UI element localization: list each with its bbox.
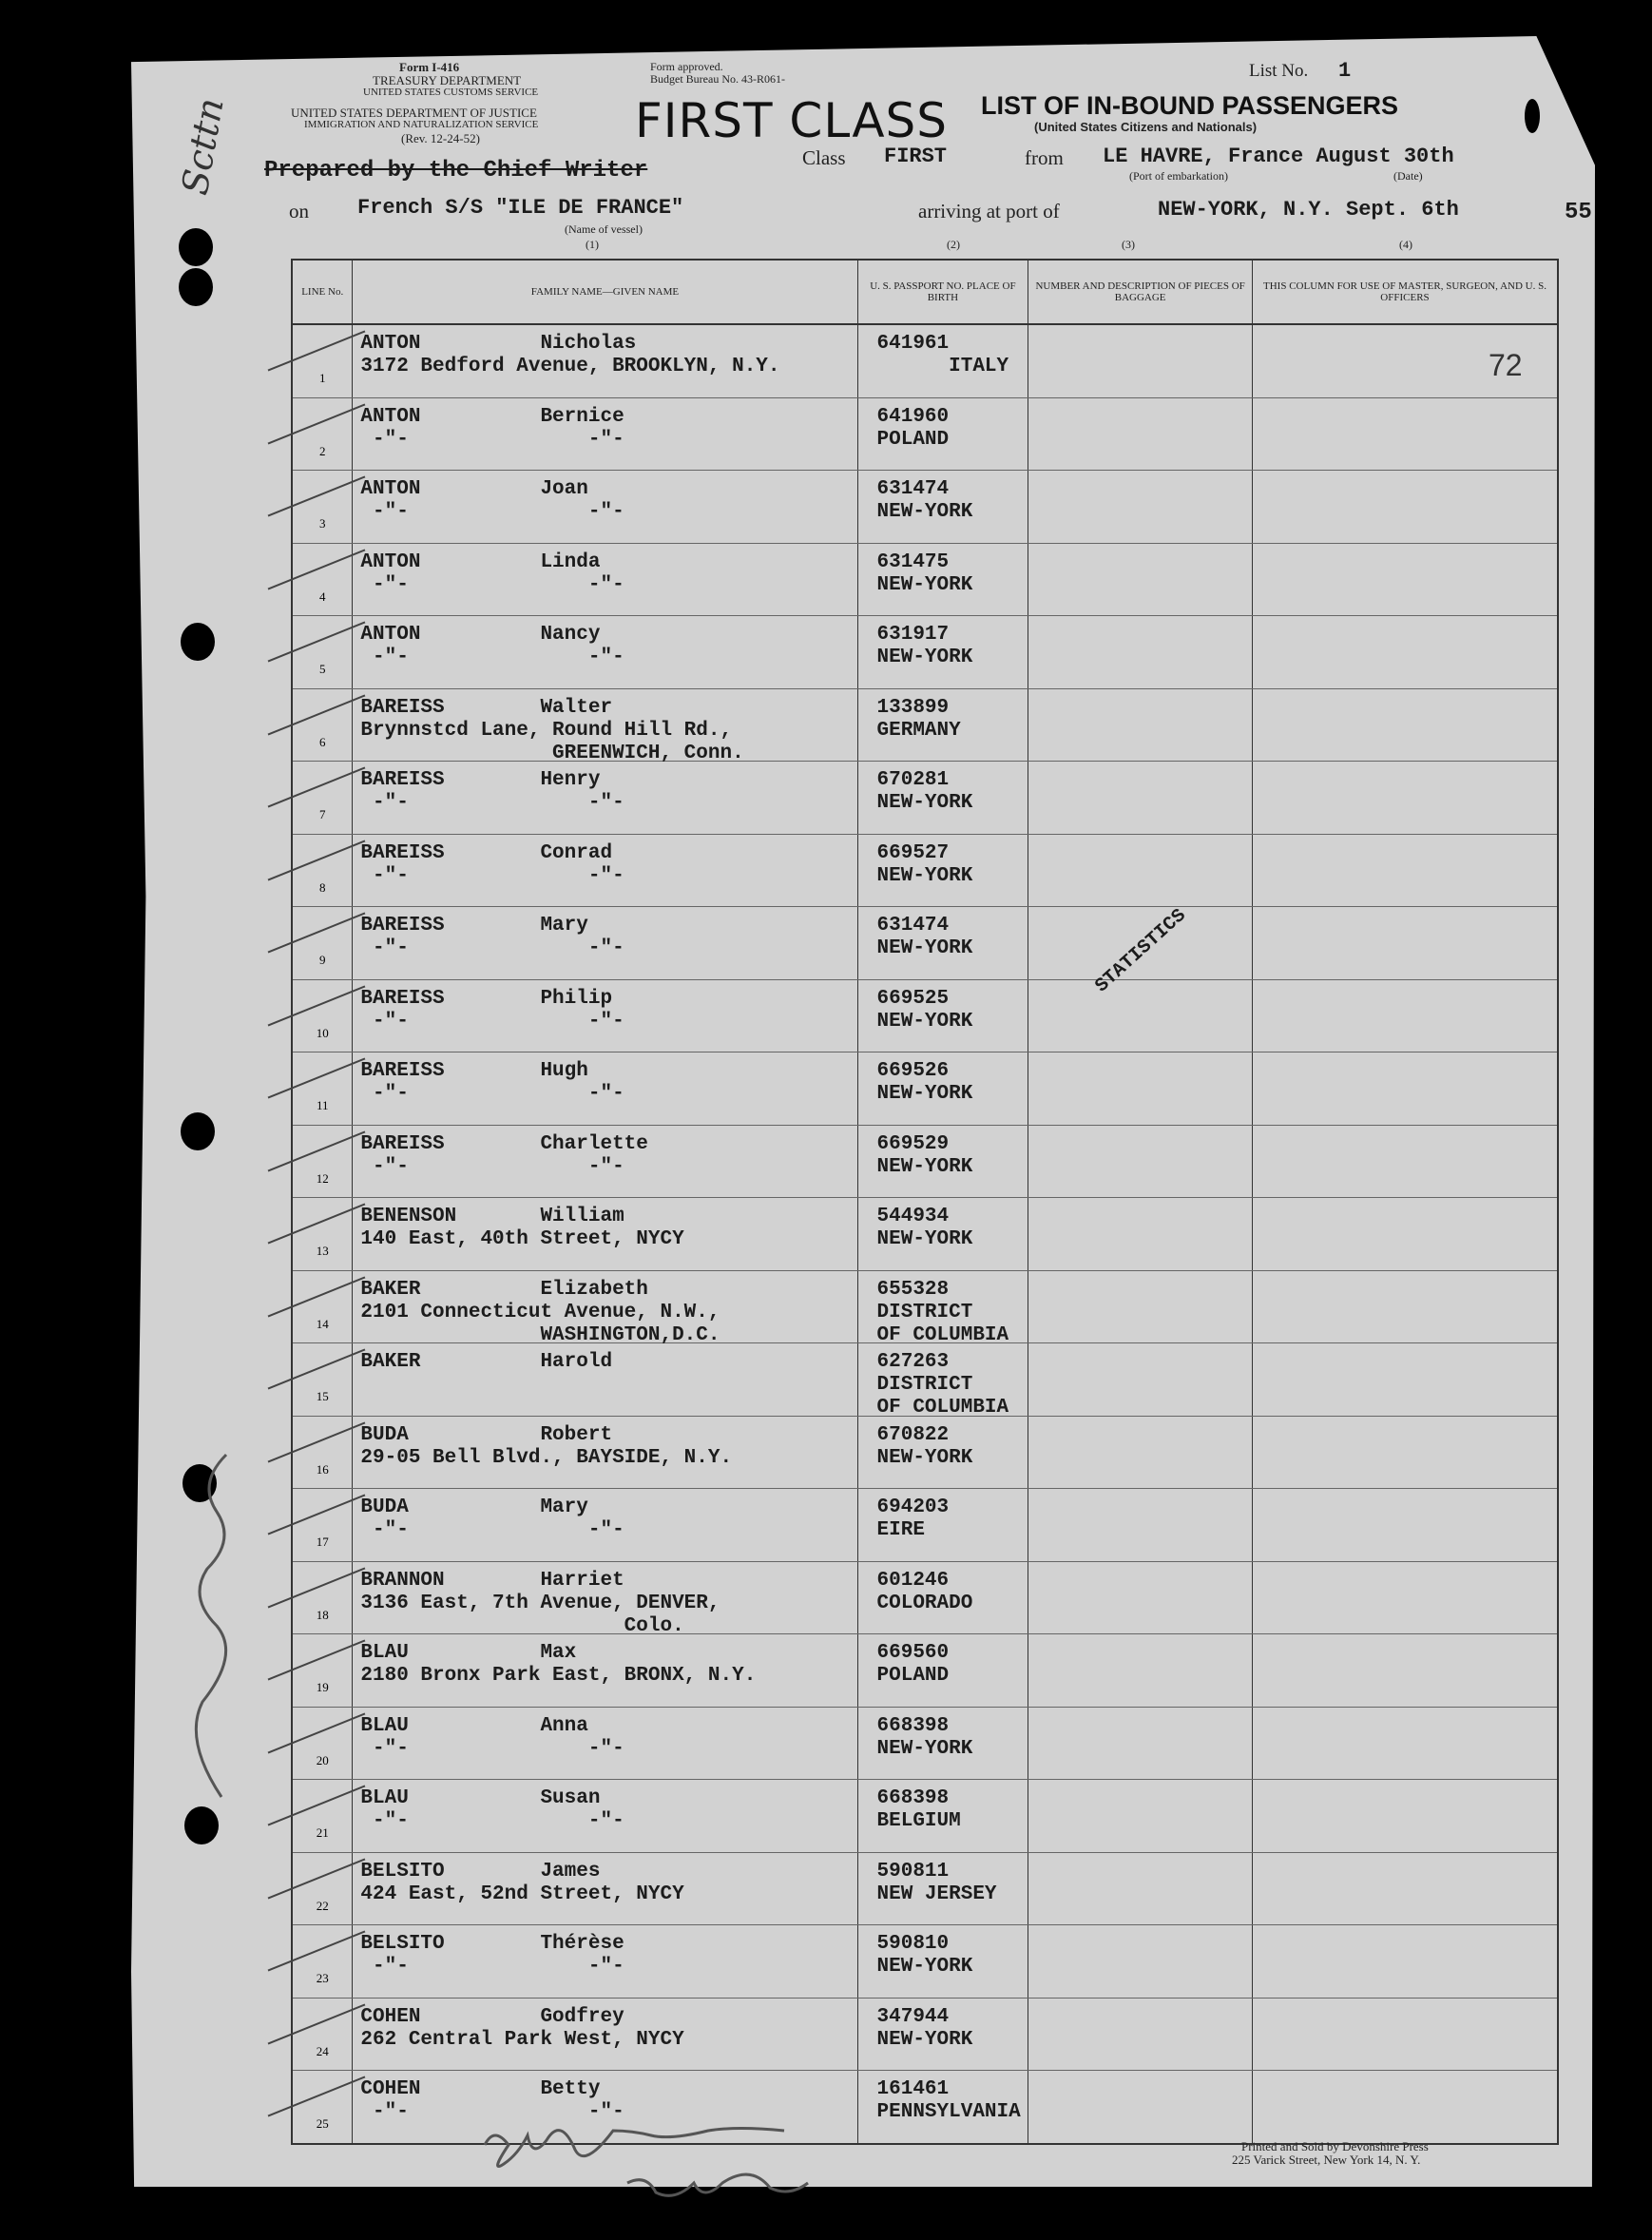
table-row <box>292 1707 1558 1780</box>
name-cell <box>353 688 857 762</box>
name-cell <box>353 1270 857 1346</box>
punch-hole <box>179 228 213 266</box>
name-cell <box>353 1198 857 1271</box>
passport-cell <box>857 616 1028 689</box>
line-no-cell <box>292 397 353 471</box>
passport-cell <box>857 1852 1028 1925</box>
from-label: from <box>1025 146 1064 169</box>
officers-cell <box>1252 1270 1558 1343</box>
passport-birthplace: 601246 COLORADO <box>876 1569 973 1614</box>
passenger-table <box>291 259 1559 2145</box>
table-row <box>292 762 1558 835</box>
baggage-cell <box>1028 1634 1253 1708</box>
table-row <box>292 1780 1558 1853</box>
name-cell <box>353 1561 857 1637</box>
passport-cell <box>857 1634 1028 1708</box>
passport-birthplace: 669526 NEW-YORK <box>876 1060 973 1105</box>
passenger-name: BAREISS Philip -"- -"- <box>360 987 624 1033</box>
passport-cell <box>857 1707 1028 1780</box>
line-no: 23 <box>316 1971 329 1985</box>
table-row <box>292 907 1558 980</box>
table-row <box>292 979 1558 1052</box>
baggage-cell <box>1028 1270 1253 1343</box>
passenger-name: ANTON Nancy -"- -"- <box>360 624 624 668</box>
statistics-stamp: STATISTICS <box>1091 904 1191 998</box>
passenger-name: COHEN Betty -"- -"- <box>360 2078 624 2123</box>
margin-scribble <box>169 1445 274 1844</box>
passport-cell <box>857 688 1028 762</box>
table-row <box>292 1125 1558 1198</box>
passport-cell <box>857 1343 1028 1417</box>
class-label: Class <box>802 146 846 169</box>
line-no: 12 <box>316 1170 329 1186</box>
passenger-name: BAREISS Henry -"- -"- <box>360 769 624 814</box>
officers-cell <box>1252 762 1558 835</box>
line-no: 24 <box>316 2043 329 2058</box>
passport-cell <box>857 1780 1028 1853</box>
line-no-cell <box>292 1489 353 1562</box>
table-row <box>292 1343 1558 1417</box>
passport-birthplace: 669529 NEW-YORK <box>876 1132 973 1178</box>
line-no: 25 <box>316 2116 329 2131</box>
officers-cell <box>1252 1561 1558 1634</box>
passport-cell <box>857 324 1028 397</box>
col-num-1: (1) <box>586 238 599 251</box>
baggage-cell <box>1028 1852 1253 1925</box>
printer-line-2: 225 Varick Street, New York 14, N. Y. <box>1232 2153 1421 2167</box>
date-caption: (Date) <box>1393 169 1423 183</box>
name-cell <box>353 1925 857 1999</box>
name-cell <box>353 543 857 616</box>
passenger-name: BAKER Elizabeth 2101 Connecticut Avenue, N.W., WASHINGTON,D.C. <box>360 1278 720 1346</box>
officers-cell <box>1252 1998 1558 2071</box>
baggage-cell <box>1028 1561 1253 1634</box>
name-cell <box>353 397 857 471</box>
on-label: on <box>289 200 309 222</box>
table-row <box>292 397 1558 471</box>
form-revision: (Rev. 12-24-52) <box>401 131 480 145</box>
passenger-name: BUDA Mary -"- -"- <box>360 1497 624 1541</box>
passport-birthplace: 631917 NEW-YORK <box>876 624 973 668</box>
name-cell <box>353 324 857 397</box>
passenger-name: ANTON Bernice -"- -"- <box>360 405 624 451</box>
line-no-cell <box>292 979 353 1052</box>
line-no-cell <box>292 324 353 397</box>
passenger-name: BAREISS Mary -"- -"- <box>360 915 624 959</box>
prepared-by: Prepared by the Chief Writer <box>264 158 648 183</box>
line-no: 2 <box>318 443 326 458</box>
dept-customs: UNITED STATES CUSTOMS SERVICE <box>363 87 539 98</box>
baggage-cell <box>1028 2071 1253 2144</box>
line-no: 1 <box>318 371 326 385</box>
name-cell <box>353 834 857 907</box>
col-num-2: (2) <box>947 238 960 251</box>
line-no-cell <box>292 1707 353 1780</box>
line-no: 7 <box>318 807 326 821</box>
passenger-name: ANTON Joan -"- -"- <box>360 478 624 523</box>
line-no: 10 <box>316 1025 329 1040</box>
line-no-cell <box>292 543 353 616</box>
officers-cell <box>1252 1925 1558 1999</box>
baggage-cell <box>1028 471 1253 544</box>
margin-handwriting: Scttn <box>173 94 232 199</box>
baggage-cell <box>1028 1780 1253 1853</box>
punch-hole <box>179 268 213 306</box>
passport-cell <box>857 1489 1028 1562</box>
passenger-name: BAREISS Conrad -"- -"- <box>360 841 624 887</box>
passport-birthplace: 641961 ITALY <box>876 333 1009 377</box>
first-class-stamp: FIRST CLASS <box>635 93 949 148</box>
table-row <box>292 1198 1558 1271</box>
passport-birthplace: 694203 EIRE <box>876 1497 950 1541</box>
table-row <box>292 1561 1558 1634</box>
name-cell <box>353 1707 857 1780</box>
name-cell <box>353 1998 857 2071</box>
officers-cell <box>1252 543 1558 616</box>
table-row <box>292 1052 1558 1126</box>
line-no-cell <box>292 1852 353 1925</box>
passport-birthplace: 544934 NEW-YORK <box>876 1206 973 1250</box>
header-baggage: NUMBER AND DESCRIPTION OF PIECES OF BAGGAGE <box>1028 260 1253 324</box>
line-no: 16 <box>316 1461 329 1477</box>
line-no: 19 <box>316 1680 329 1694</box>
line-no-cell <box>292 907 353 980</box>
line-no-cell <box>292 1052 353 1126</box>
header-line-no: LINE No. <box>292 260 353 324</box>
header-passport: U. S. PASSPORT NO. PLACE OF BIRTH <box>857 260 1028 324</box>
passport-cell <box>857 543 1028 616</box>
punch-hole <box>181 1112 215 1150</box>
table-row <box>292 1852 1558 1925</box>
passport-birthplace: 670822 NEW-YORK <box>876 1423 973 1469</box>
from-value: LE HAVRE, France August 30th <box>1103 145 1454 168</box>
passport-birthplace: 670281 NEW-YORK <box>876 769 973 814</box>
officers-cell <box>1252 2071 1558 2144</box>
name-cell <box>353 979 857 1052</box>
officers-cell <box>1252 1416 1558 1489</box>
line-no: 17 <box>316 1535 329 1549</box>
officers-cell <box>1252 1634 1558 1708</box>
passport-birthplace: 631474 NEW-YORK <box>876 478 973 523</box>
passport-birthplace: 641960 POLAND <box>876 405 950 451</box>
passenger-name: ANTON Nicholas 3172 Bedford Avenue, BROOKLYN, N.Y. <box>360 333 780 377</box>
baggage-cell <box>1028 1489 1253 1562</box>
line-no: 13 <box>316 1244 329 1258</box>
budget-bureau: Budget Bureau No. 43-R061- <box>650 72 785 86</box>
line-no-cell <box>292 1416 353 1489</box>
table-row <box>292 834 1558 907</box>
passport-birthplace: 668398 BELGIUM <box>876 1787 961 1832</box>
officer-signature <box>466 2116 960 2221</box>
baggage-cell <box>1028 324 1253 397</box>
arriving-label: arriving at port of <box>918 200 1060 222</box>
table-row <box>292 616 1558 689</box>
table-row <box>292 1270 1558 1343</box>
passenger-name: BLAU Anna -"- -"- <box>360 1714 624 1760</box>
passport-cell <box>857 1125 1028 1198</box>
line-no-cell <box>292 1343 353 1417</box>
form-approved: Form approved. <box>650 60 723 73</box>
punch-hole <box>1525 99 1540 133</box>
line-no-cell <box>292 1125 353 1198</box>
col-num-4: (4) <box>1399 238 1412 251</box>
line-no-cell <box>292 1634 353 1708</box>
name-cell <box>353 1052 857 1126</box>
line-no: 18 <box>316 1607 329 1622</box>
name-cell <box>353 1125 857 1198</box>
passport-birthplace: 669527 NEW-YORK <box>876 841 973 887</box>
name-cell <box>353 762 857 835</box>
line-no-cell <box>292 1561 353 1634</box>
table-row <box>292 471 1558 544</box>
table-row <box>292 688 1558 762</box>
officers-cell <box>1252 1489 1558 1562</box>
baggage-cell <box>1028 616 1253 689</box>
baggage-cell <box>1028 1416 1253 1489</box>
table-row <box>292 1416 1558 1489</box>
punch-hole <box>181 623 215 661</box>
line-no: 22 <box>316 1898 329 1913</box>
name-cell <box>353 1416 857 1489</box>
passenger-name: COHEN Godfrey 262 Central Park West, NYCY <box>360 2005 684 2051</box>
line-no-cell <box>292 616 353 689</box>
passport-cell <box>857 1270 1028 1346</box>
baggage-cell <box>1028 543 1253 616</box>
baggage-cell <box>1028 688 1253 762</box>
name-cell <box>353 471 857 544</box>
list-title: LIST OF IN-BOUND PASSENGERS <box>981 91 1399 120</box>
line-no-cell <box>292 1925 353 1999</box>
passport-cell <box>857 1416 1028 1489</box>
passport-cell <box>857 762 1028 835</box>
passport-birthplace: 627263 DISTRICT OF COLUMBIA <box>876 1351 1009 1419</box>
officers-cell <box>1252 616 1558 689</box>
passport-cell <box>857 907 1028 980</box>
line-no: 4 <box>318 589 326 604</box>
line-no-cell <box>292 471 353 544</box>
passenger-name: ANTON Linda -"- -"- <box>360 550 624 596</box>
passenger-name: BELSITO James 424 East, 52nd Street, NYCY <box>360 1860 684 1905</box>
passport-cell <box>857 471 1028 544</box>
line-no: 6 <box>318 734 326 749</box>
table-row <box>292 543 1558 616</box>
baggage-cell <box>1028 1343 1253 1417</box>
printer-line-1: Printed and Sold by Devonshire Press <box>1241 2139 1429 2153</box>
passport-cell <box>857 1561 1028 1634</box>
dept-justice: UNITED STATES DEPARTMENT OF JUSTICE <box>291 106 537 120</box>
officers-cell <box>1252 397 1558 471</box>
name-cell <box>353 1780 857 1853</box>
line-no-cell <box>292 762 353 835</box>
name-cell <box>353 1489 857 1562</box>
baggage-cell <box>1028 1707 1253 1780</box>
officers-cell <box>1252 1125 1558 1198</box>
passenger-name: BLAU Susan -"- -"- <box>360 1787 624 1832</box>
dept-immigration: IMMIGRATION AND NATURALIZATION SERVICE <box>304 119 539 130</box>
passport-cell <box>857 834 1028 907</box>
baggage-cell <box>1028 762 1253 835</box>
form-number: Form I-416 <box>399 60 460 74</box>
passport-birthplace: 669525 NEW-YORK <box>876 987 973 1033</box>
line-no: 5 <box>318 662 326 676</box>
vessel-name: French S/S "ILE DE FRANCE" <box>357 196 684 220</box>
line-no-cell <box>292 834 353 907</box>
passport-birthplace: 631474 NEW-YORK <box>876 915 973 959</box>
baggage-cell <box>1028 1052 1253 1126</box>
line-no-cell <box>292 1270 353 1343</box>
officers-cell <box>1252 907 1558 980</box>
line-no: 8 <box>318 879 326 895</box>
passport-birthplace: 590810 NEW-YORK <box>876 1933 973 1978</box>
table-row <box>292 1634 1558 1708</box>
passenger-name: BAREISS Hugh -"- -"- <box>360 1060 624 1105</box>
line-no: 3 <box>318 516 326 531</box>
officers-cell <box>1252 1852 1558 1925</box>
line-no-cell <box>292 1198 353 1271</box>
officers-cell <box>1252 1780 1558 1853</box>
passport-birthplace: 133899 GERMANY <box>876 696 961 742</box>
officers-cell <box>1252 1343 1558 1417</box>
baggage-cell <box>1028 1998 1253 2071</box>
name-cell <box>353 1343 857 1417</box>
baggage-cell <box>1028 397 1253 471</box>
header-officers: THIS COLUMN FOR USE OF MASTER, SURGEON, AND U. S. OFFICERS <box>1252 260 1558 324</box>
header-name: FAMILY NAME—GIVEN NAME <box>353 260 857 324</box>
port-caption: (Port of embarkation) <box>1129 169 1228 183</box>
list-no-value: 1 <box>1338 59 1352 83</box>
officers-cell <box>1252 471 1558 544</box>
list-subtitle: (United States Citizens and Nationals) <box>1034 120 1258 134</box>
table-row <box>292 1489 1558 1562</box>
line-no-cell <box>292 2071 353 2144</box>
officers-cell <box>1252 1707 1558 1780</box>
passport-birthplace: 669560 POLAND <box>876 1642 950 1687</box>
table-row <box>292 324 1558 397</box>
passenger-name: BLAU Max 2180 Bronx Park East, BRONX, N.Y. <box>360 1642 757 1687</box>
class-value: FIRST <box>884 145 948 168</box>
officer-note: 72 <box>1489 348 1523 382</box>
list-no-label: List No. <box>1249 61 1309 81</box>
passport-birthplace: 631475 NEW-YORK <box>876 550 973 596</box>
line-no: 14 <box>316 1316 329 1331</box>
table-row <box>292 1998 1558 2071</box>
passport-cell <box>857 1925 1028 1999</box>
passport-cell <box>857 1998 1028 2071</box>
table-row <box>292 1925 1558 1999</box>
officers-cell <box>1252 688 1558 762</box>
arrival-year: 55 <box>1565 200 1592 225</box>
vessel-caption: (Name of vessel) <box>565 222 643 236</box>
passport-birthplace: 655328 DISTRICT OF COLUMBIA <box>876 1278 1009 1346</box>
baggage-cell <box>1028 979 1253 1052</box>
passenger-name: BAREISS Charlette -"- -"- <box>360 1132 648 1178</box>
officers-cell <box>1252 1052 1558 1126</box>
passport-cell <box>857 979 1028 1052</box>
name-cell <box>353 1634 857 1708</box>
passenger-name: BAKER Harold <box>360 1351 613 1373</box>
passport-cell <box>857 1198 1028 1271</box>
passport-birthplace: 161461 PENNSYLVANIA <box>876 2078 1021 2123</box>
name-cell <box>353 1852 857 1925</box>
line-no: 21 <box>316 1825 329 1840</box>
dept-treasury: TREASURY DEPARTMENT <box>373 73 522 87</box>
baggage-cell <box>1028 1125 1253 1198</box>
line-no-cell <box>292 1998 353 2071</box>
passenger-name: BUDA Robert 29-05 Bell Blvd., BAYSIDE, N.Y. <box>360 1423 733 1469</box>
baggage-cell <box>1028 1198 1253 1271</box>
passport-cell <box>857 1052 1028 1126</box>
line-no: 11 <box>316 1098 329 1112</box>
passenger-name: BELSITO Thérèse -"- -"- <box>360 1933 624 1978</box>
passenger-name: BAREISS Walter Brynnstcd Lane, Round Hill Rd., GREENWICH, Conn. <box>360 696 744 764</box>
passport-birthplace: 668398 NEW-YORK <box>876 1714 973 1760</box>
passenger-name: BRANNON Harriet 3136 East, 7th Avenue, DENVER, Colo. <box>360 1569 720 1637</box>
passenger-name: BENENSON William 140 East, 40th Street, NYCY <box>360 1206 684 1250</box>
line-no-cell <box>292 1780 353 1853</box>
officers-cell <box>1252 834 1558 907</box>
officers-cell <box>1252 1198 1558 1271</box>
line-no: 20 <box>316 1752 329 1767</box>
name-cell <box>353 616 857 689</box>
baggage-cell <box>1028 834 1253 907</box>
passport-cell <box>857 397 1028 471</box>
passport-birthplace: 347944 NEW-YORK <box>876 2005 973 2051</box>
line-no: 15 <box>316 1389 329 1403</box>
passport-birthplace: 590811 NEW JERSEY <box>876 1860 997 1905</box>
col-num-3: (3) <box>1122 238 1135 251</box>
baggage-cell <box>1028 1925 1253 1999</box>
officers-cell <box>1252 979 1558 1052</box>
line-no-cell <box>292 688 353 762</box>
line-no: 9 <box>318 953 326 967</box>
name-cell <box>353 907 857 980</box>
arrival-port: NEW-YORK, N.Y. Sept. 6th <box>1158 198 1459 222</box>
